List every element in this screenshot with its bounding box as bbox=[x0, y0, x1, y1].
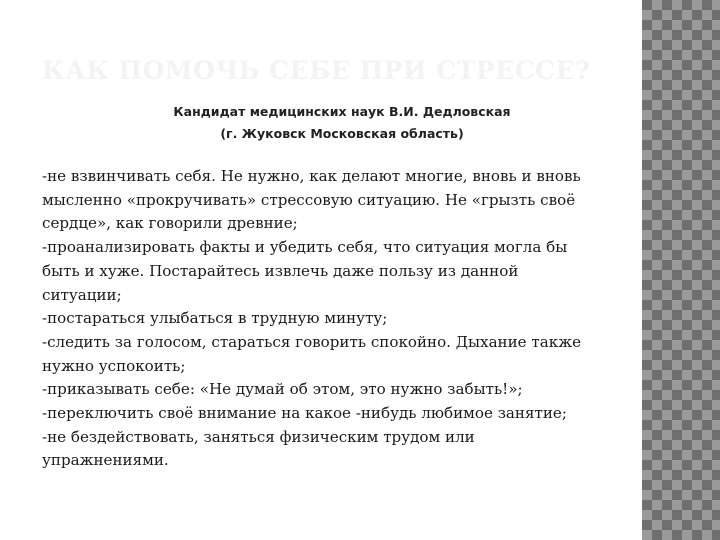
body-line: -не бездействовать, заняться физическим трудом или bbox=[42, 427, 475, 446]
body-line: -следить за голосом, стараться говорить спокойно. Дыхание также bbox=[42, 332, 582, 351]
body-line: быть и хуже. Постарайтесь извлечь даже пользу из данной bbox=[42, 261, 519, 280]
body-line: упражнениями. bbox=[42, 451, 169, 470]
body-line: мысленно «прокручивать» стрессовую ситуацию. Не «грызть своё bbox=[42, 190, 576, 209]
body-line: ситуации; bbox=[42, 285, 122, 304]
body-line: -приказывать себе: «Не думай об этом, это нужно забыть!»; bbox=[42, 380, 523, 399]
body-line: нужно успокоить; bbox=[42, 356, 186, 375]
author-line: Кандидат медицинских наук В.И. Дедловская bbox=[173, 104, 511, 119]
body-line: -проанализировать факты и убедить себя, что ситуация могла бы bbox=[42, 238, 568, 257]
advice-list bbox=[42, 165, 648, 473]
slide-title: КАК ПОМОЧЬ СЕБЕ ПРИ СТРЕССЕ? bbox=[42, 56, 591, 85]
body-line: -постараться улыбаться в трудную минуту; bbox=[42, 309, 388, 328]
body-line: -переключить своё внимание на какое -нибудь любимое занятие; bbox=[42, 404, 567, 423]
body-line: -не взвинчивать себя. Не нужно, как делают многие, вновь и вновь bbox=[42, 167, 581, 185]
body-line: сердце», как говорили древние; bbox=[42, 214, 298, 233]
decorative-pattern-strip bbox=[642, 0, 720, 540]
author-location: (г. Жуковск Московская область) bbox=[220, 126, 464, 141]
